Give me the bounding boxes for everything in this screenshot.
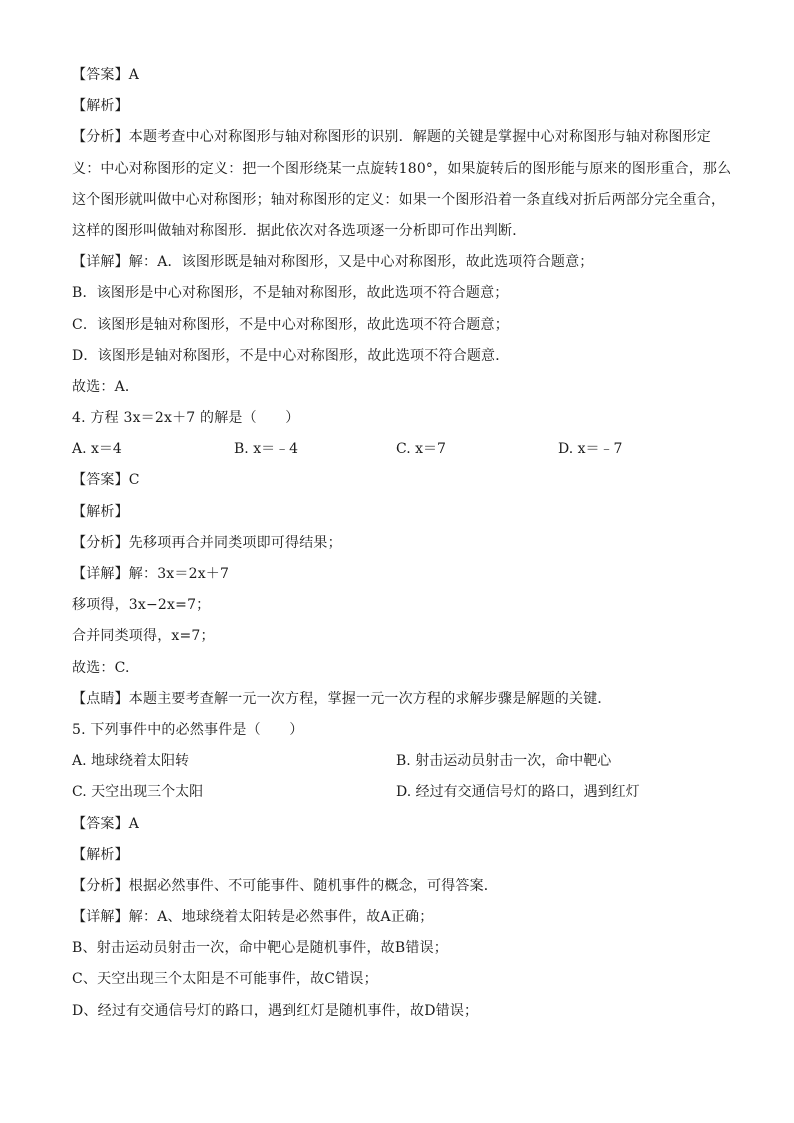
answer-line-q3: 【答案】A	[72, 67, 140, 83]
detail-line: 【详解】解：A、地球绕着太阳转是必然事件，故A正确；	[72, 909, 434, 926]
question-4-options	[72, 434, 732, 465]
option-a: A. x＝4	[72, 441, 122, 458]
analysis-text-line: 【分析】本题考查中心对称图形与轴对称图形的识别．解题的关键是掌握中心对称图形与轴对称图形定	[72, 129, 711, 146]
detail-line: B、射击运动员射击一次，命中靶心是随机事件，故B错误；	[72, 940, 448, 957]
detail-line: C．该图形是轴对称图形，不是中心对称图形，故此选项不符合题意；	[72, 316, 509, 333]
comment-line: 【点睛】本题主要考查解一元一次方程，掌握一元一次方程的求解步骤是解题的关键．	[72, 690, 612, 707]
option-c: C. x＝7	[396, 441, 446, 458]
analysis-text-line: 【分析】先移项再合并同类项即可得结果；	[72, 534, 342, 551]
analysis-text-line: 义：中心对称图形的定义：把一个图形绕某一点旋转180°，如果旋转后的图形能与原来的图形重合，那么	[72, 160, 732, 177]
detail-line: D、经过有交通信号灯的路口，遇到红灯是随机事件，故D错误；	[72, 1002, 479, 1019]
option-d: D. 经过有交通信号灯的路口，遇到红灯	[396, 784, 640, 801]
question-5-options-row2	[72, 777, 732, 808]
document-page	[72, 60, 732, 1027]
option-b: B. 射击运动员射击一次，命中靶心	[396, 753, 612, 770]
analysis-text-line: 这样的图形叫做轴对称图形．据此依次对各选项逐一分析即可作出判断．	[72, 222, 527, 239]
answer-line-q5: 【答案】A	[72, 815, 140, 832]
analysis-header-q5: 【解析】	[72, 846, 129, 863]
choose-line-q4: 故选：C.	[72, 659, 130, 676]
option-b: B. x＝﹣4	[234, 441, 298, 458]
option-d: D. x＝﹣7	[558, 441, 623, 458]
detail-line: D．该图形是轴对称图形，不是中心对称图形，故此选项不符合题意．	[72, 347, 510, 364]
detail-line: B．该图形是中心对称图形，不是轴对称图形，故此选项不符合题意；	[72, 285, 509, 302]
solution-step: 合并同类项得，x=7；	[72, 628, 215, 645]
analysis-text-line: 这个图形就叫做中心对称图形；轴对称图形的定义：如果一个图形沿着一条直线对折后两部分完全重合，	[72, 191, 726, 208]
detail-line: C、天空出现三个太阳是不可能事件，故C错误；	[72, 971, 378, 988]
detail-line: 【详解】解：3x＝2x＋7	[72, 566, 230, 582]
analysis-text-line: 【分析】根据必然事件、不可能事件、随机事件的概念，可得答案．	[72, 877, 498, 894]
option-a: A. 地球绕着太阳转	[72, 753, 190, 770]
question-5-stem: 5. 下列事件中的必然事件是（ ）	[72, 721, 304, 738]
option-c: C. 天空出现三个太阳	[72, 784, 204, 801]
question-4-stem: 4. 方程 3x＝2x＋7 的解是（ ）	[72, 410, 300, 427]
analysis-header-q4: 【解析】	[72, 503, 129, 520]
analysis-header-q3: 【解析】	[72, 98, 129, 115]
answer-line-q4: 【答案】C	[72, 472, 140, 489]
detail-line: 【详解】解：A．该图形既是轴对称图形，又是中心对称图形，故此选项符合题意；	[72, 254, 594, 271]
question-5-options-row1	[72, 746, 732, 777]
choose-line-q3: 故选：A．	[72, 378, 140, 395]
solution-step: 移项得，3x−2x=7；	[72, 597, 211, 614]
